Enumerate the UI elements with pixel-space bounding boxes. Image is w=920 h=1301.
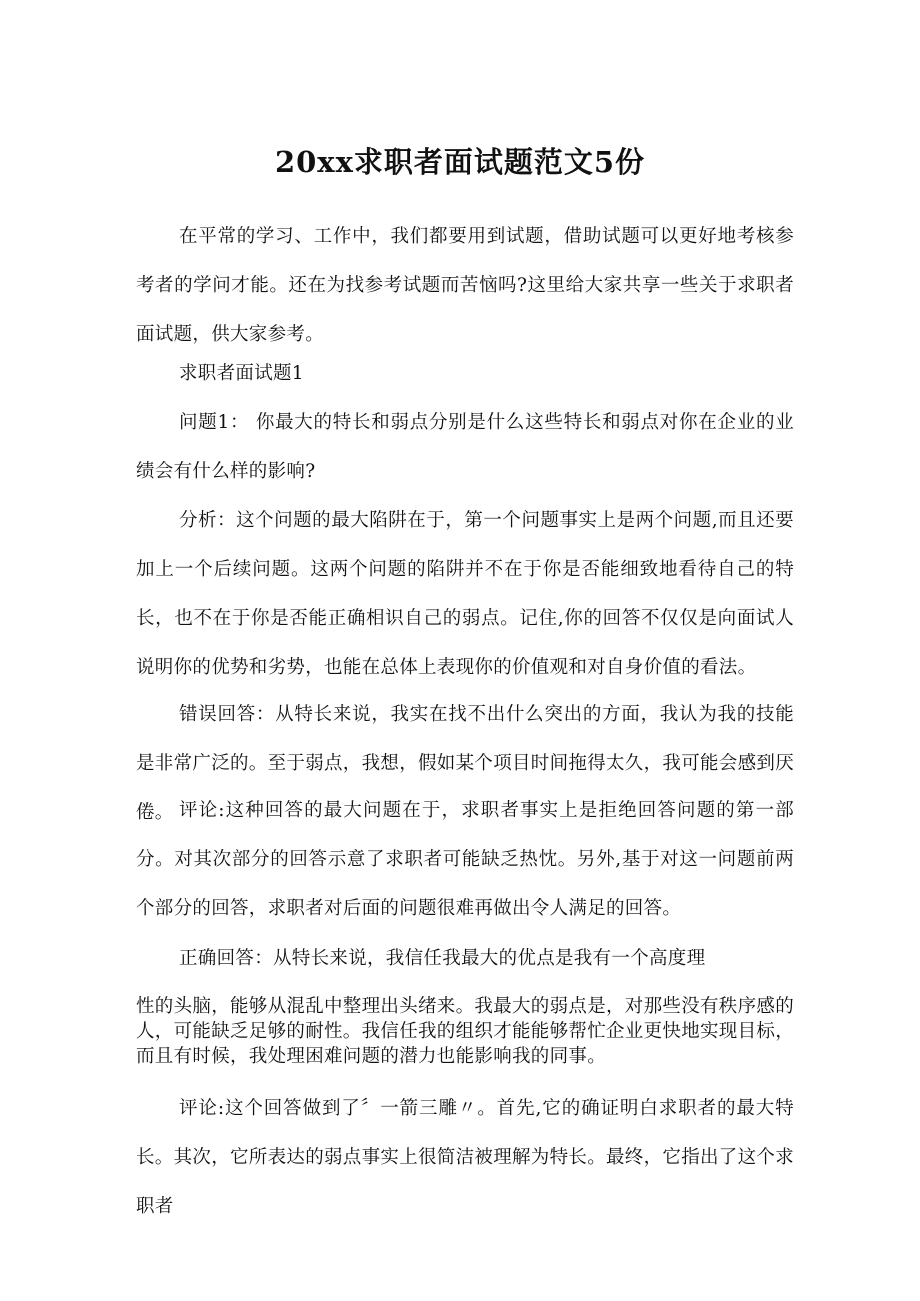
question-paragraph: 问题1： 你最大的特长和弱点分别是什么这些特长和弱点对你在企业的业绩会有什么样的影响? xyxy=(136,412,794,482)
correct-answer-paragraph: 性的头脑，能够从混乱中整理出头绪来。我最大的弱点是，对那些没有秩序感的人，可能缺乏足够的耐性。我信任我的组织才能能够帮忙企业更快地实现目标，而且有时候，我处理困难问题的潜力也能影响我的同事。 xyxy=(136,996,795,1067)
document-title: 20xx求职者面试题范文5份 xyxy=(274,145,646,179)
intro-paragraph: 在平常的学习、工作中，我们都要用到试题，借助试题可以更好地考核参考者的学问才能。还在为找参考试题而苦恼吗?这里给大家共享一些关于求职者面试题，供大家参考。 xyxy=(136,226,794,345)
comment-paragraph-1: 评论:这种回答的最大问题在于，求职者事实上是拒绝回答问题的第一部分。对其次部分的回答示意了求职者可能缺乏热忱。另外,基于对这一问题前两个部分的回答，求职者对后面的问题很难再做出令人满足的回答。 xyxy=(136,800,794,919)
analysis-paragraph: 分析：这个问题的最大陷阱在于，第一个问题事实上是两个问题,而且还要加上一个后续问题。这两个问题的陷阱并不在于你是否能细致地看待自己的特长，也不在于你是否能正确相识自己的弱点。记住,你的回答不仅仅是向面试人说明你的优势和劣势，也能在总体上表现你的价值观和对自身价值的看法。 xyxy=(136,510,794,678)
wrong-answer-paragraph: 错误回答：从特长来说，我实在找不出什么突出的方面，我认为我的技能是非常广泛的。至于弱点，我想，假如某个项目时间拖得太久，我可能会感到厌倦。 xyxy=(136,704,795,823)
comment-paragraph-2: 评论:这个回答做到了〞一箭三雕〃。首先,它的确证明白求职者的最大特长。其次，它所表达的弱点事实上很简洁被理解为特长。最终，它指出了这个求职者 xyxy=(136,1098,795,1217)
section-heading: 求职者面试题1 xyxy=(179,363,304,384)
correct-answer-heading: 正确回答：从特长来说，我信任我最大的优点是我有一个高度理 xyxy=(179,948,706,969)
